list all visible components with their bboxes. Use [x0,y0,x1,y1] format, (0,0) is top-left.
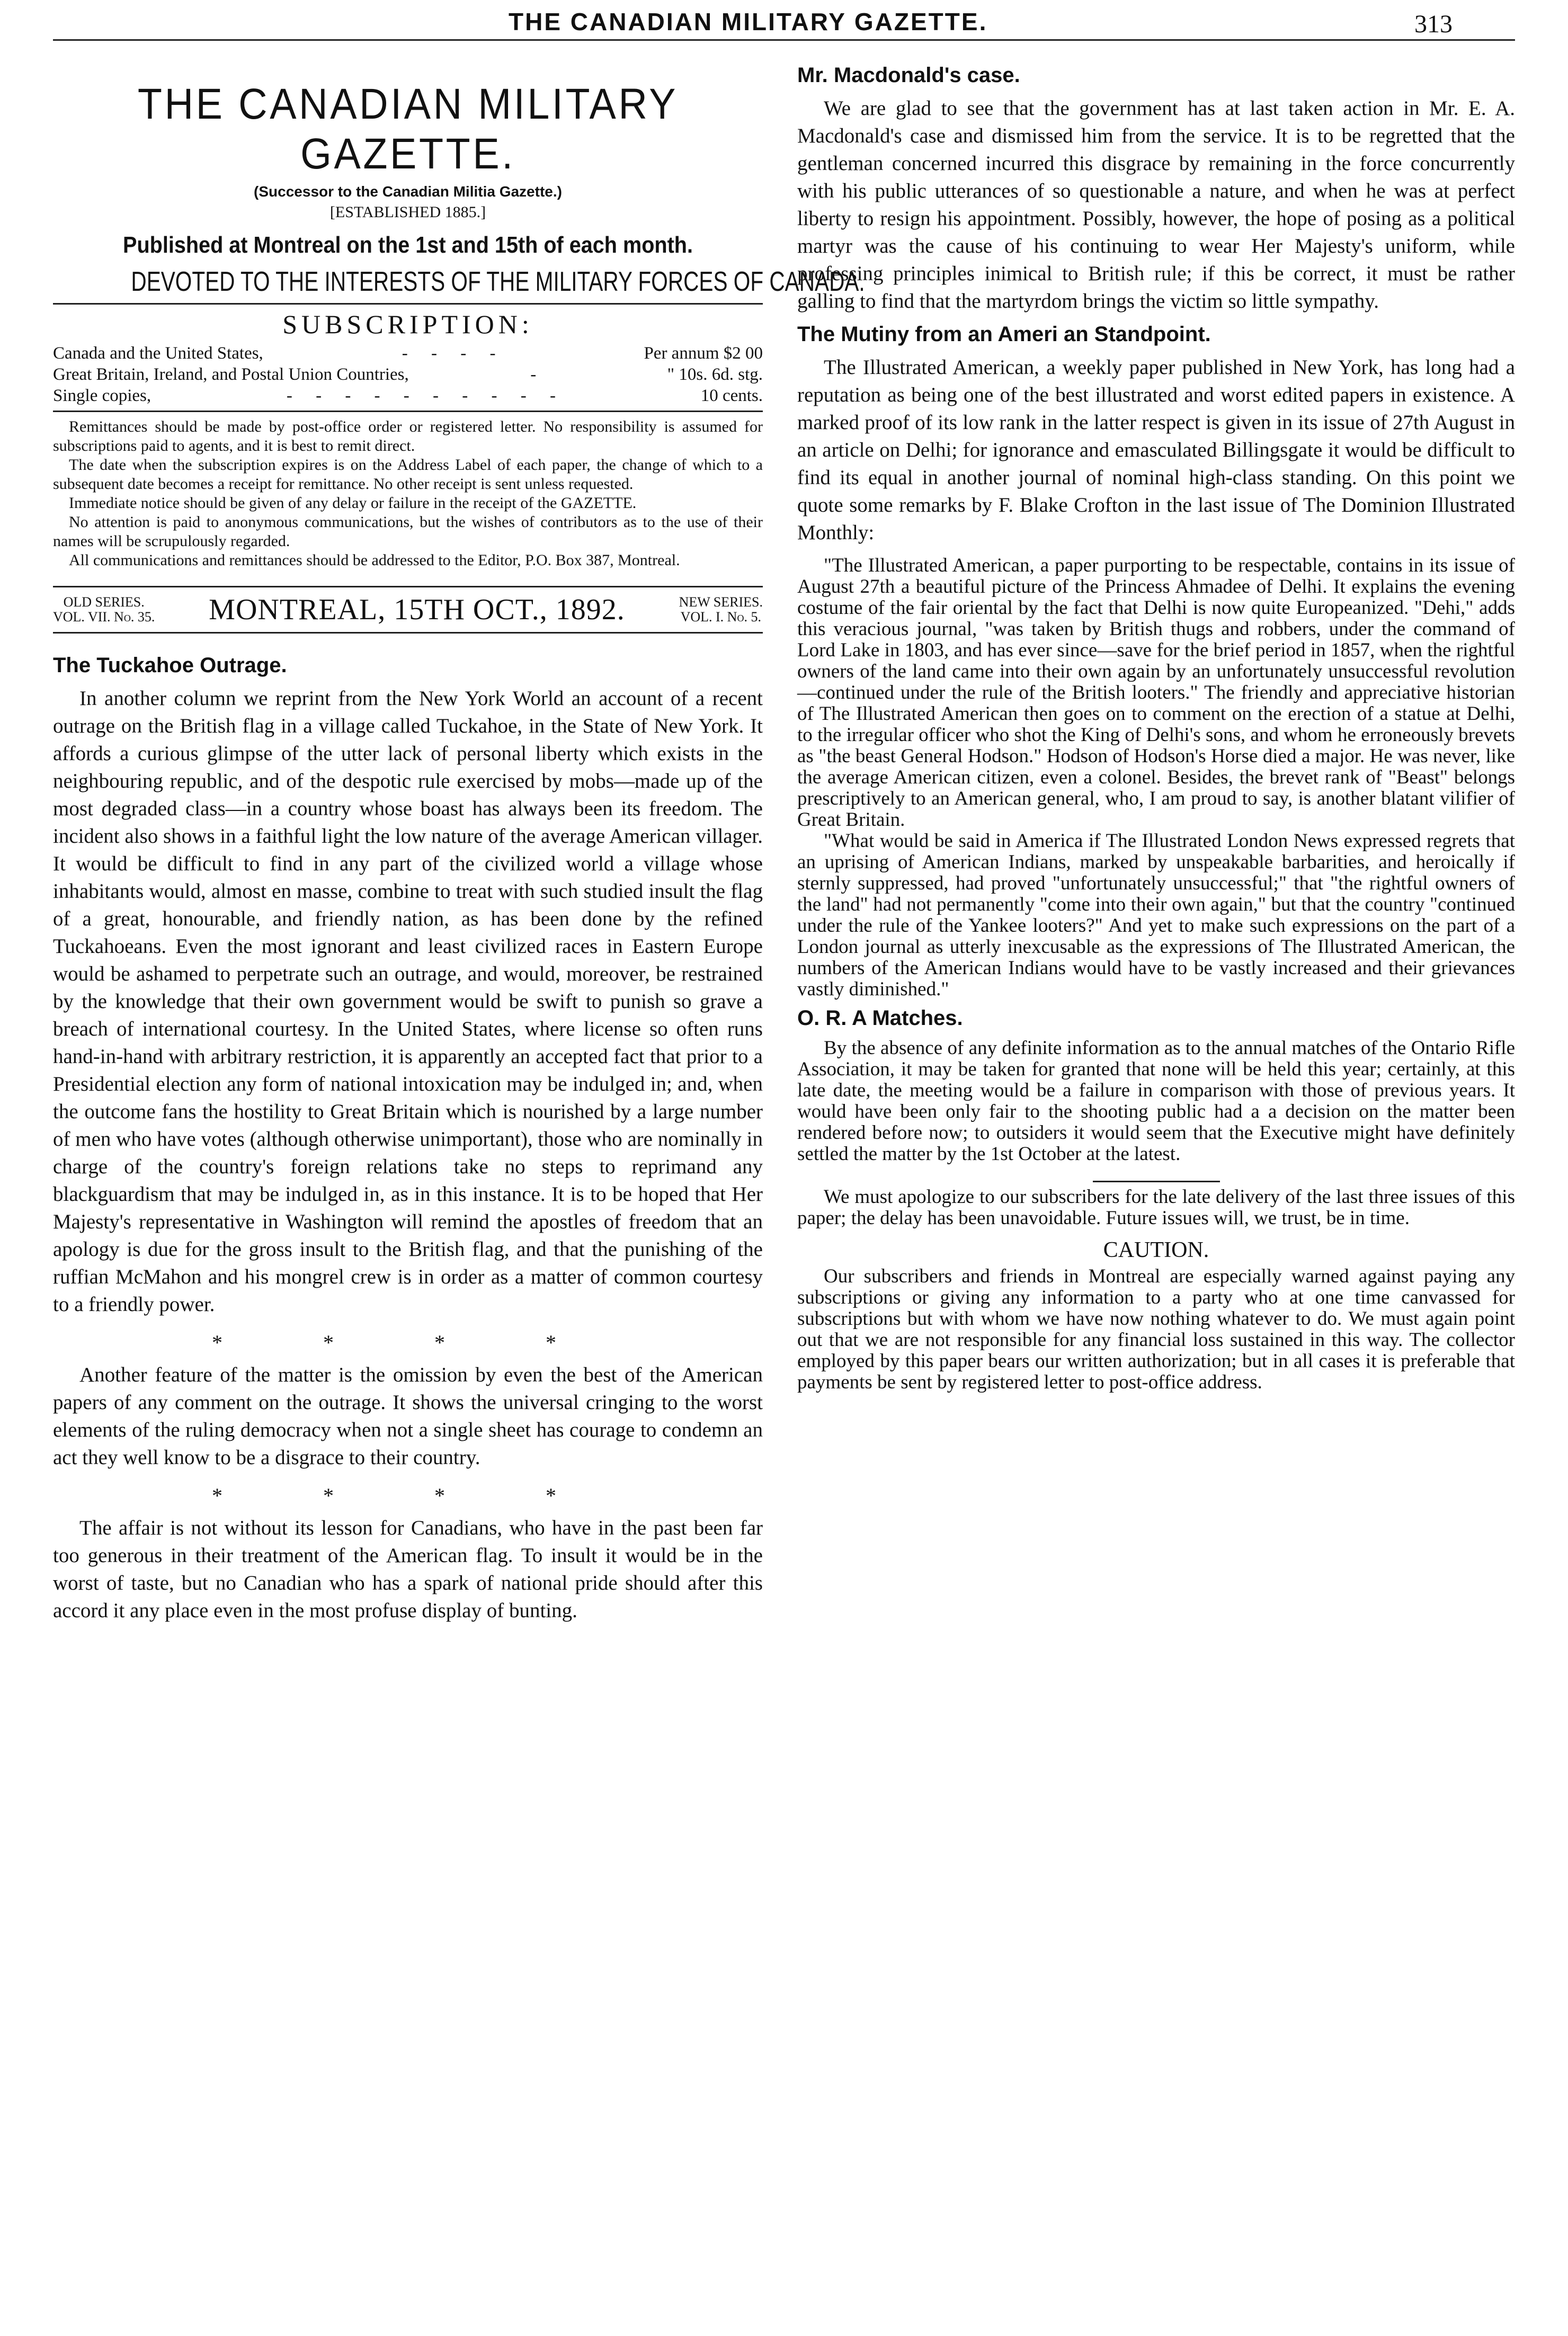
article-paragraph: The Illustrated American, a weekly paper published in New York, has long had a reputation as being one of the best illustrated and worst edited papers in existence. A marked proof of its low rank in the latter respect is given in its issue of 27th August in an article on Delhi; for ignorance and emasculated Billingsgate it would be difficult to find its equal in another journal of nominal high-class standing. On this point we quote some remarks by F. Blake Crofton in the last issue of The Dominion Illustrated Monthly: [797,356,1515,544]
article-paragraph: Another feature of the matter is the omission by even the best of the American papers of any comment on the outrage. It shows the universal cringing to the worst elements of the ruling democracy when not a single sheet has courage to condemn an act they well know to be a disgrace to their country. [53,1363,763,1469]
rate-row [53,364,763,385]
apology-paragraph: We must apologize to our subscribers for the late delivery of the last three issues of this paper; the delay has been unavoidable. Future issues will, we trust, be in time. [797,1186,1515,1229]
devoted-line: DEVOTED TO THE INTERESTS OF THE MILITARY FORCES OF CANADA. [131,266,865,297]
subscription-notices [53,417,763,570]
subscription-rule [53,411,763,412]
article-heading: The Mutiny from an Ameri an Standpoint. [797,323,1211,346]
old-series-label: OLD SERIES. [63,594,145,610]
article-heading: Mr. Macdonald's case. [797,64,1020,87]
section-stars: * * * * [212,1331,604,1354]
section-stars: * * * * [212,1484,604,1508]
old-series-volume: VOL. VII. No. 35. [53,609,155,625]
rate-row [53,343,763,364]
rate-price: " 10s. 6d. stg. [667,365,763,384]
established-note: [ESTABLISHED 1885.] [329,203,486,221]
rate-dots: - - - - [402,344,505,363]
left-column [53,48,865,1625]
article-ora-matches [797,1006,1515,1165]
quoted-paragraph: "What would be said in America if The Illustrated London News expressed regrets that an uprising of American Indians, marked by unspeakable barbarities, and heroically if sternly suppressed, had proved "unfortunately unsuccessful;" that "the rightful owners of the land" had not permanently "come into their own again," but that the country "continued under the rule of the Yankee looters?" And yet to make such expressions on the part of a London journal as utterly inexcusable as the expressions of The Illustrated American, the numbers of the American Indians would have to be vastly increased and their grievances vastly diminished." [797,830,1515,1000]
paper-title: THE CANADIAN MILITARY GAZETTE. [137,80,679,178]
successor-note: (Successor to the Canadian Militia Gazette.) [254,183,562,200]
masthead-rule [53,303,763,305]
publication-schedule: Published at Montreal on the 1st and 15th of each month. [123,232,693,258]
caution-paragraph: Our subscribers and friends in Montreal are especially warned against paying any subscriptions or giving any information to a party who at one time canvassed for subscriptions but with whom we have now nothing whatever to do. We must again point out that we are not responsible for any financial loss sustained in this way. The collector employed by this paper bears our written authorization; but in all cases it is preferable that payments be sent by registered letter to post-office address. [797,1265,1515,1393]
masthead [53,79,865,340]
header-rule [53,39,1515,41]
article-paragraph: The affair is not without its lesson for Canadians, who have in the past been far too generous in their treatment of the American flag. To insult it would be in the worst of taste, but no Canadian who has a spark of national pride should after this accord it any place even in the most profuse display of bunting. [53,1517,763,1622]
article-mutiny [797,323,1515,1000]
apology-notice [797,1187,1515,1229]
page-number: 313 [1414,10,1453,38]
quoted-paragraph: "The Illustrated American, a paper purporting to be respectable, contains in its issue of August 27th a beautiful picture of the Princess Ahmadee of Delhi. It explains the evening costume of the fair oriental by the fact that Delhi is now quite Europeanized. "Dehi," adds this veracious journal, "was taken by British thugs and robbers, under the command of Lord Lake in 1803, and has ever since—save for the brief period in 1857, when the rightful owners of the land came into their own again by an unfortunately unsuccessful revolution—continued under the rule of the British looters." The friendly and appreciative historian of The Illustrated American then goes on to comment on the erection of a statue at Delhi, to the irregular officer who shot the King of Delhi's sons, and whom he erroneously brevets as "the beast General Hodson." Hodson of Hodson's Horse died a major. He was never, like the average American citizen, even a colonel. Besides, the brevet rank of "Beast" belongs prescriptively to an American general, who, I am proud to say, is another blatant vilifier of Great Britain. [797,555,1515,831]
subscription-heading: SUBSCRIPTION: [282,309,533,339]
subscription-rates [53,343,763,406]
new-series-volume: VOL. I. No. 5. [680,609,761,625]
rate-price: Per annum $2 00 [644,344,763,363]
notice-paragraph: Immediate notice should be given of any delay or failure in the receipt of the GAZETTE. [69,494,637,512]
running-head [0,7,1568,39]
article-paragraph: In another column we reprint from the New York World an account of a recent outrage on the British flag in a village called Tuckahoe, in the State of New York. It affords a curious glimpse of the utter lack of personal liberty which exists in the neighbouring republic, and of the despotic rule exercised by mobs—made up of the most degraded class—in a country whose boast has always been its freedom. The incident also shows in a faithful light the low nature of the average American villager. It would be difficult to find in any part of the civilized world a village whose inhabitants would, almost en masse, combine to treat with such studied insult the flag of a great, honourable, and friendly nation, as has been done by the refined Tuckahoeans. Even the most ignorant and least civilized races in Eastern Europe would be ashamed to perpetrate such an outrage, and would, moreover, be restrained by the knowledge that their own government would be swift to punish so grave a breach of international courtesy. In the United States, where license so often runs hand-in-hand with arbitrary restriction, it is apparently an accepted fact that prior to a Presidential election any form of national intoxication may be indulged in; and, when the outcome fans the hostility to Great Britain which is nourished by a large number of men who have votes (although otherwise unimportant), those who are nominally in charge of the country's foreign relations take no steps to reprimand any blackguardism that may be indulged in, as in this instance. It is to be hoped that Her Majesty's representative in Washington will remind the apostles of freedom that an apology is due for the gross insult to the British flag, and that the punishing of the ruffian McMahon and his mongrel crew is in order as a matter of common courtesy to a friendly power. [53,687,763,1316]
new-series [679,595,763,625]
right-column [797,48,1515,1393]
rate-dots: - [530,365,546,384]
article-macdonald [797,64,1515,315]
running-title: THE CANADIAN MILITARY GAZETTE. [509,8,988,35]
rate-label: Canada and the United States, [53,344,263,363]
divider-rule [1093,1181,1220,1182]
old-series [53,595,155,625]
rate-label: Great Britain, Ireland, and Postal Union Countries, [53,365,409,384]
caution-notice [797,1237,1515,1393]
rate-dots: - - - - - - - - - - [286,386,565,405]
article-heading: The Tuckahoe Outrage. [53,654,287,677]
notice-paragraph: Remittances should be made by post-office order or registered letter. No responsibility is assumed for subscriptions paid to agents, and it is best to remit direct. [53,418,763,454]
notice-paragraph: All communications and remittances should be addressed to the Editor, P.O. Box 387, Montreal. [69,551,680,569]
new-series-label: NEW SERIES. [679,594,763,610]
issue-date: MONTREAL, 15TH OCT., 1892. [209,593,625,626]
article-paragraph: By the absence of any definite information as to the annual matches of the Ontario Rifle Association, it may be taken for granted that none will be held this year; certainly, at this late date, the meeting would be a failure in comparison with those of previous years. It would have been only fair to the shooting public had a a decision on the matter been rendered before now; to outsiders it would seem that the Executive might have definitely settled the matter by the 1st October at the latest. [797,1037,1515,1165]
rate-price: 10 cents. [700,386,763,405]
caution-heading: CAUTION. [1103,1238,1209,1262]
notice-paragraph: No attention is paid to anonymous communications, but the wishes of contributors as to the use of their names will be scrupulously regarded. [53,513,763,550]
notice-paragraph: The date when the subscription expires is on the Address Label of each paper, the change of which to a subsequent date becomes a receipt for remittance. No other receipt is sent unless requested. [53,456,763,493]
article-heading: O. R. A Matches. [797,1006,963,1030]
article-paragraph: We are glad to see that the government has at last taken action in Mr. E. A. Macdonald's case and dismissed him from the service. It is to be regretted that the gentleman concerned incurred this disgrace by remaining in the force concurrently with his public utterances of so questionable a nature, and when he was at perfect liberty to resign his appointment. Possibly, however, the hope of posing as a political martyr was the cause of his continuing to wear Her Majesty's uniform, while professing principles inimical to British rule; if this be correct, it must be rather galling to find that the martyrdom brings the victim so little sympathy. [797,97,1515,313]
rate-label: Single copies, [53,386,152,405]
article-tuckahoe [53,654,763,1625]
dateline [53,586,763,634]
rate-row [53,385,763,406]
